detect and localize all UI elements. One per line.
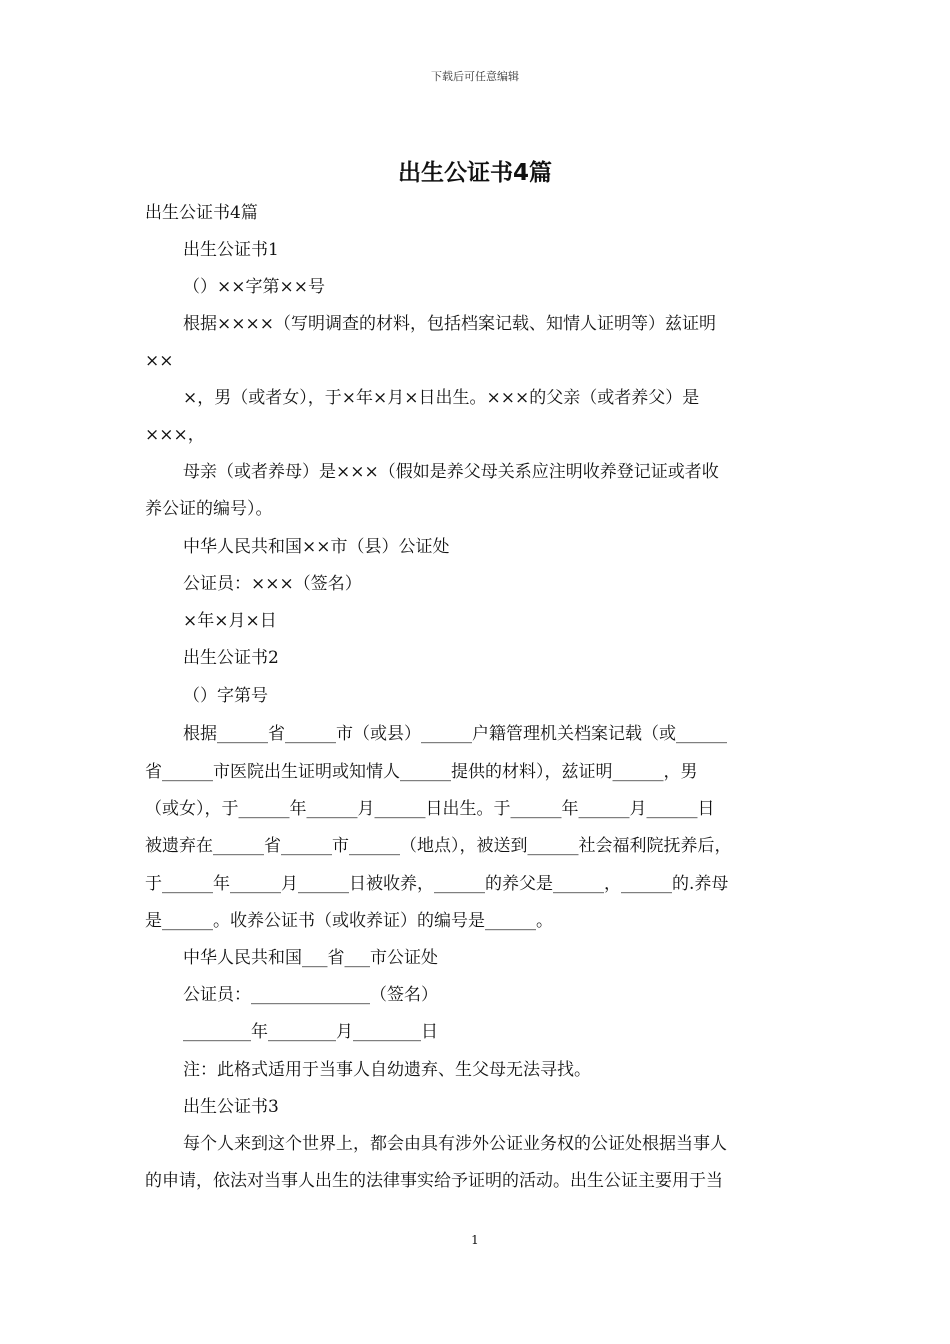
paragraph-line: 是______。收养公证书（或收养证）的编号是______。 (145, 911, 553, 931)
paragraph-line: 的申请，依法对当事人出生的法律事实给予证明的活动。出生公证主要用于当 (145, 1171, 723, 1191)
paragraph-line: 养公证的编号）。 (145, 499, 273, 519)
note-line: 注：此格式适用于当事人自幼遗弃、生父母无法寻找。 (183, 1060, 591, 1080)
section-heading-1: 出生公证书1 (183, 240, 279, 260)
paragraph-line: 省______市医院出生证明或知情人______提供的材料），兹证明______，男 (145, 762, 698, 782)
header-note: 下载后可任意编辑 (431, 70, 519, 83)
paragraph-line: 于______年______月______日被收养，______的养父是______，______的.养母 (145, 874, 729, 894)
paragraph-line: ×× (145, 351, 174, 371)
paragraph-line: 根据××××（写明调查的材料，包括档案记载、知情人证明等）兹证明 (183, 314, 716, 334)
date-line-2: ________年________月________日 (183, 1022, 438, 1042)
notary-office-2: 中华人民共和国___省___市公证处 (183, 948, 438, 968)
document-title: 出生公证书4篇 (397, 160, 552, 186)
section-heading-3: 出生公证书3 (183, 1097, 279, 1117)
notary-signature-2: 公证员：______________（签名） (183, 985, 438, 1005)
date-line-1: ×年×月×日 (183, 611, 277, 631)
paragraph-line: 被遗弃在______省______市______（地点），被送到______社会福利院抚养后， (145, 836, 732, 856)
paragraph-line: 母亲（或者养母）是×××（假如是养父母关系应注明收养登记证或者收 (183, 462, 719, 482)
paragraph-line: （或女），于______年______月______日出生。于______年______月______日 (145, 799, 715, 819)
paragraph-line: ×，男（或者女），于×年×月×日出生。×××的父亲（或者养父）是 (183, 388, 700, 408)
subtitle-line: 出生公证书4篇 (145, 203, 258, 223)
notary-signature-1: 公证员：×××（签名） (183, 574, 362, 594)
paragraph-line: ×××， (145, 425, 205, 445)
paragraph-line: 根据______省______市（或县）______户籍管理机关档案记载（或______ (183, 724, 727, 744)
paragraph-line: 每个人来到这个世界上，都会由具有涉外公证业务权的公证处根据当事人 (183, 1134, 727, 1154)
page-number: 1 (471, 1233, 479, 1247)
notary-office-1: 中华人民共和国××市（县）公证处 (183, 537, 450, 557)
document-number-1: （）××字第××号 (183, 277, 325, 297)
section-heading-2: 出生公证书2 (183, 648, 279, 668)
document-number-2: （）字第号 (183, 686, 268, 706)
